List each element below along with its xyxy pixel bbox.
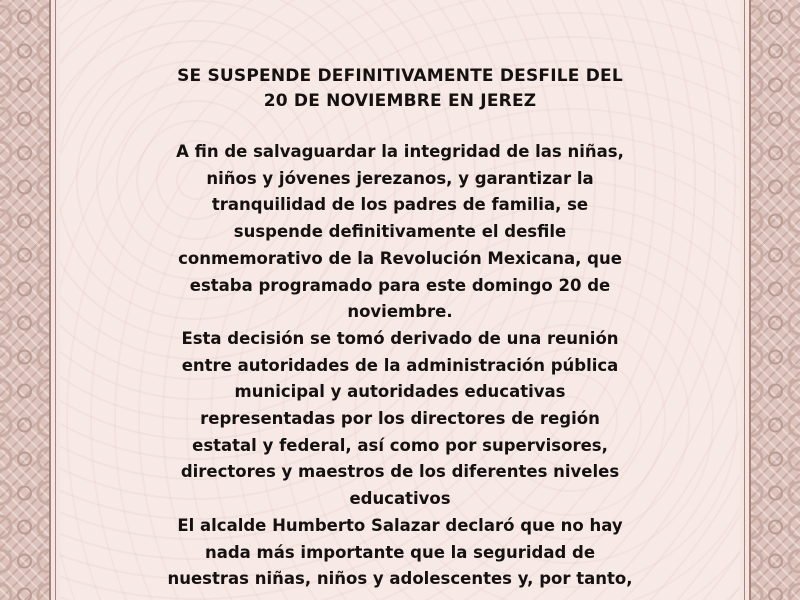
text-line: niños y jóvenes jerezanos, y garantizar la: [206, 168, 594, 188]
paragraph-mayor-statement: [64, 513, 736, 593]
headline-line: SE SUSPENDE DEFINITIVAMENTE DESFILE DEL: [177, 66, 623, 86]
announcement-text: [60, 64, 740, 593]
text-line: representadas por los directores de región: [200, 409, 600, 429]
text-line: estaba programado para este domingo 20 de: [189, 275, 611, 295]
headline-line: 20 DE NOVIEMBRE EN JEREZ: [263, 91, 537, 111]
right-frame-inner-line: [744, 0, 745, 600]
text-line: A fin de salvaguardar la integridad de las niñas,: [176, 142, 624, 161]
document-body: [60, 0, 740, 600]
left-frame-inner-line: [55, 0, 56, 600]
text-line: entre autoridades de la administración pública: [181, 355, 619, 375]
text-line: nuestras niñas, niños y adolescentes y, por tanto,: [167, 569, 633, 589]
right-ornamental-border: [751, 0, 800, 600]
text-line: noviembre.: [347, 302, 453, 322]
left-frame-line: [49, 0, 51, 600]
text-line: conmemorativo de la Revolución Mexicana, que: [178, 248, 622, 268]
text-line: directores y maestros de los diferentes niveles: [180, 462, 620, 482]
text-line: nada más importante que la seguridad de: [204, 542, 596, 562]
text-line: El alcalde Humberto Salazar declaró que no hay: [177, 515, 623, 535]
text-line: Esta decisión se tomó derivado de una reunión: [181, 328, 619, 348]
text-line: estatal y federal, así como por supervisores,: [192, 435, 608, 455]
headline: [64, 64, 736, 114]
left-ornamental-border: [0, 0, 49, 600]
paragraph-intro: [64, 139, 736, 326]
text-line: educativos: [349, 489, 451, 509]
text-line: suspende definitivamente el desfile: [233, 222, 567, 242]
text-line: municipal y autoridades educativas: [234, 382, 566, 402]
text-line: tranquilidad de los padres de familia, se: [211, 195, 589, 215]
paragraph-decision: [64, 326, 736, 513]
